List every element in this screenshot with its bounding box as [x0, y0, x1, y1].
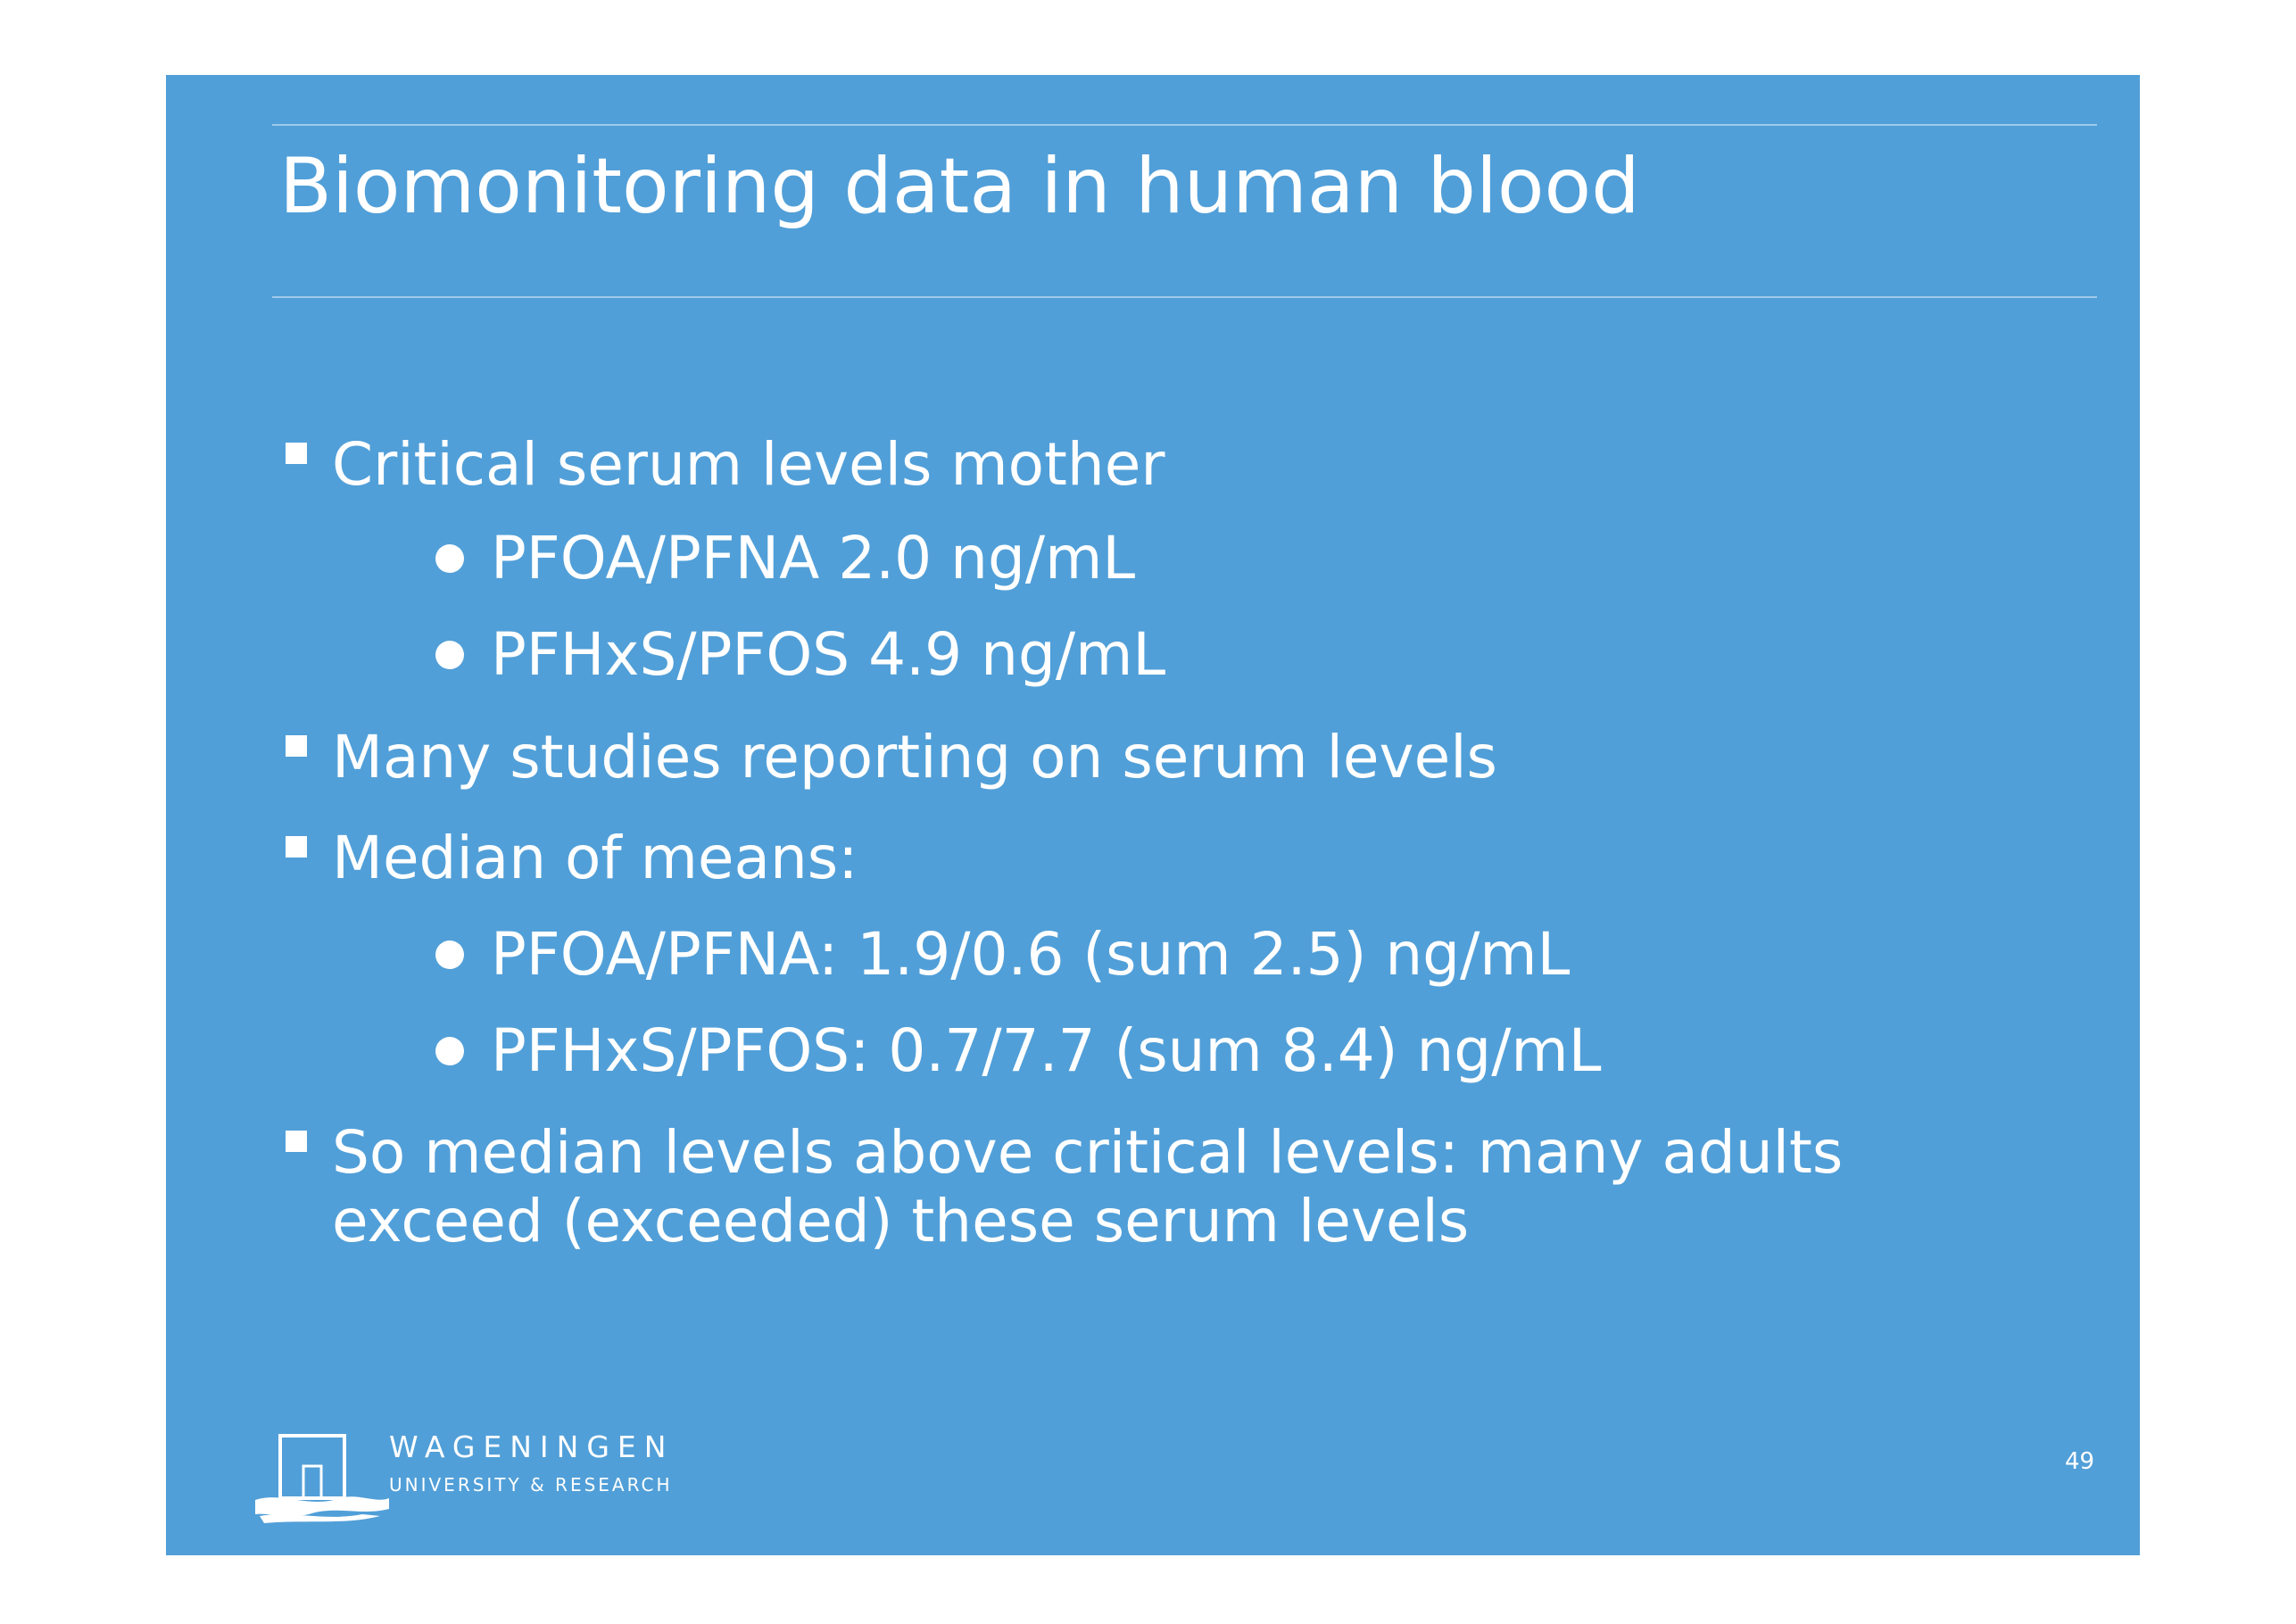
square-bullet-icon: [286, 836, 307, 858]
logo-wordmark: WAGENINGEN: [389, 1429, 675, 1464]
round-bullet-icon: [435, 641, 464, 669]
square-bullet-icon: [286, 1131, 307, 1152]
slide-title: Biomonitoring data in human blood: [279, 142, 1640, 231]
bullet-item-line-2: exceed (exceeded) these serum levels: [332, 1187, 1470, 1255]
title-bottom-rule: [272, 296, 2097, 298]
slide: [166, 75, 2140, 1555]
title-top-rule: [272, 124, 2097, 126]
square-bullet-icon: [286, 443, 307, 464]
round-bullet-icon: [435, 544, 464, 573]
logo-subtitle: UNIVERSITY & RESEARCH: [389, 1474, 673, 1496]
sub-bullet-item: PFHxS/PFOS 4.9 ng/mL: [491, 620, 1166, 689]
round-bullet-icon: [435, 1037, 464, 1065]
sub-bullet-item: PFHxS/PFOS: 0.7/7.7 (sum 8.4) ng/mL: [491, 1016, 1602, 1085]
sub-bullet-item: PFOA/PFNA 2.0 ng/mL: [491, 524, 1136, 592]
bullet-item: Median of means:: [332, 824, 858, 892]
bullet-item-line-1: So median levels above critical levels: many adults: [332, 1118, 1844, 1187]
sub-bullet-item: PFOA/PFNA: 1.9/0.6 (sum 2.5) ng/mL: [491, 920, 1571, 989]
bullet-item: Critical serum levels mother: [332, 430, 1165, 499]
round-bullet-icon: [435, 940, 464, 969]
bullet-item: Many studies reporting on serum levels: [332, 723, 1497, 791]
page-number: 49: [2065, 1448, 2095, 1475]
square-bullet-icon: [286, 735, 307, 757]
